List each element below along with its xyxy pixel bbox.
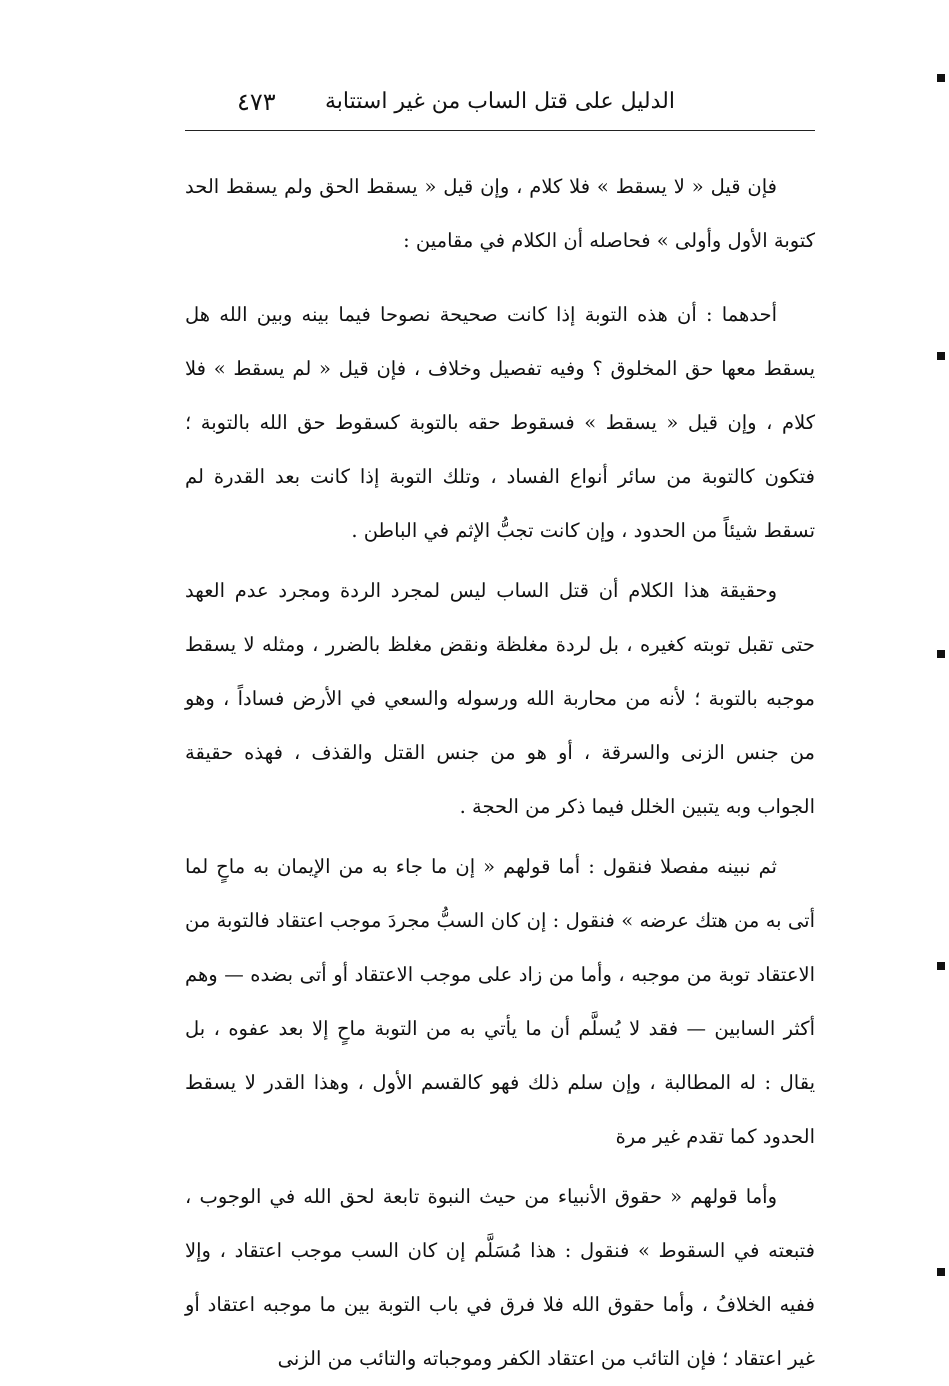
scan-edge-mark: [937, 352, 945, 360]
paragraph-2: أحدهما : أن هذه التوبة إذا كانت صحيحة نصوحا فيما بينه وبين الله هل يسقط معها حق المخلوق ؟ وفيه تفصيل وخلاف ، فإن قيل « لم يسقط » فلا كلام ، وإن قيل « يسقط » فسقوط حقه بالتوبة كسقوط حق الله بالتوبة ؛ فتكون كالتوبة من سائر أنواع الفساد ، وتلك التوبة إذا كانت بعد القدرة لم تسقط شيئاً من الحدود ، وإن كانت تجبُّ الإثم في الباطن .: [185, 303, 815, 542]
scan-edge-mark: [937, 962, 945, 970]
paragraph-3: وحقيقة هذا الكلام أن قتل الساب ليس لمجرد الردة ومجرد عدم العهد حتى تقبل توبته كغيره ، بل لردة مغلظة ونقض مغلظ بالضرر ، ومثله لا يسقط موجبه بالتوبة ؛ لأنه من محاربة الله ورسوله والسعي في الأرض فساداً ، وهو من جنس الزنى والسرقة ، أو هو من جنس القتل والقذف ، فهذه حقيقة الجواب وبه يتبين الخلل فيما ذكر من الحجة .: [185, 579, 815, 818]
body-text: [185, 160, 815, 1386]
header-divider: [185, 130, 815, 131]
page-header: [185, 82, 815, 122]
page-number: ٤٧٣: [237, 88, 276, 116]
scan-edge-mark: [937, 74, 945, 82]
scan-edge-mark: [937, 1268, 945, 1276]
paragraph-5: وأما قولهم « حقوق الأنبياء من حيث النبوة تابعة لحق الله في الوجوب ، فتبعته في السقوط » فنقول : هذا مُسَلَّم إن كان السب موجب اعتقاد ، وإلا ففيه الخلافُ ، وأما حقوق الله فلا فرق في باب التوبة بين ما موجبه اعتقاد أو غير اعتقاد ؛ فإن التائب من اعتقاد الكفر وموجباته والتائب من الزنى: [185, 1185, 815, 1370]
scan-edge-mark: [937, 650, 945, 658]
paragraph-gap: [185, 268, 815, 288]
paragraph-4: ثم نبينه مفصلا فنقول : أما قولهم « إن ما جاء به من الإيمان به ماحٍ لما أتى به من هتك عرضه » فنقول : إن كان السبُّ مجردَ موجب اعتقاد فالتوبة من الاعتقاد توبة من موجبه ، وأما من زاد على موجب الاعتقاد أو أتى بضده — وهم أكثر السابين — فقد لا يُسلَّم أن ما يأتي به من التوبة ماحٍ إلا بعد عفوه ، بل يقال : له المطالبة ، وإن سلم ذلك فهو كالقسم الأول ، وهذا القدر لا يسقط الحدود كما تقدم غير مرة: [185, 855, 815, 1148]
running-title: الدليل على قتل الساب من غير استتابة: [324, 89, 675, 114]
paragraph-1: فإن قيل « لا يسقط » فلا كلام ، وإن قيل « يسقط الحق ولم يسقط الحد كتوبة الأول وأولى » فحاصله أن الكلام في مقامين :: [185, 175, 815, 252]
